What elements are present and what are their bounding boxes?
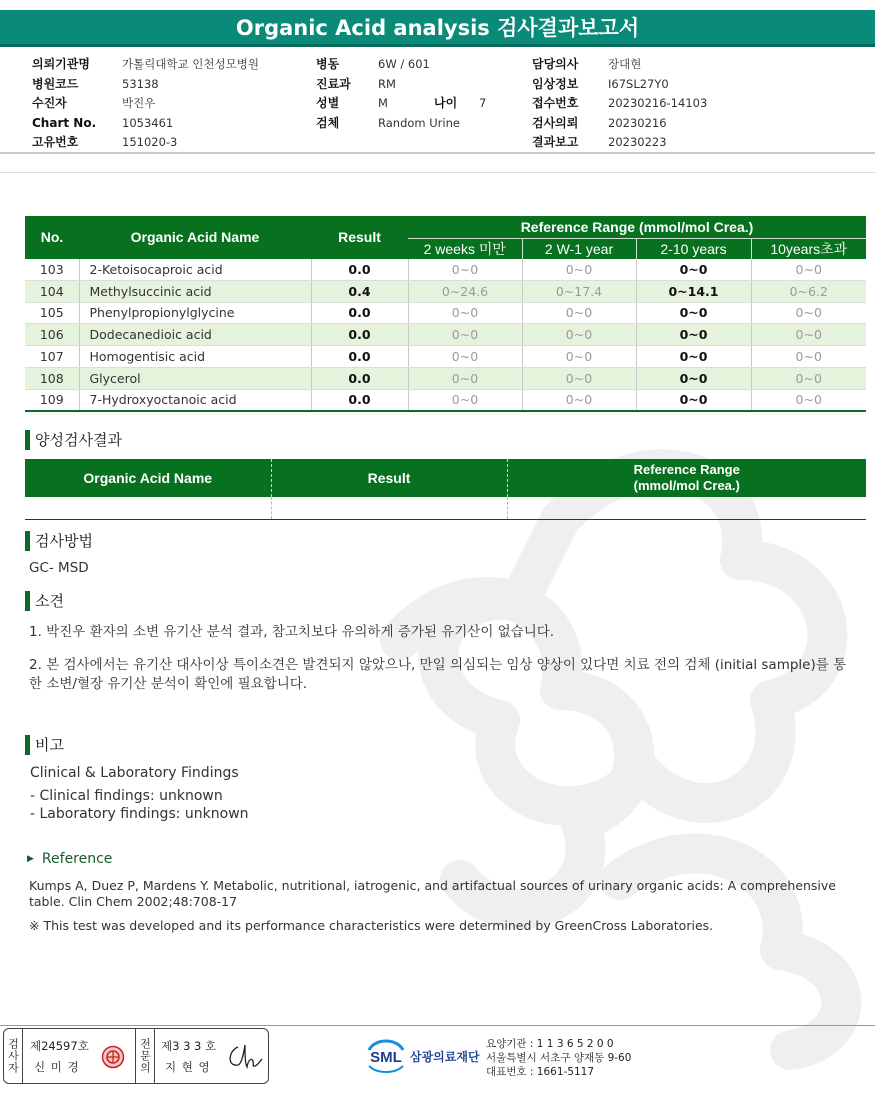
row-range-2: 0~0 [522,324,636,346]
row-range-4: 0~0 [751,302,866,324]
signature-separator [22,1029,23,1083]
row-range-4: 0~0 [751,324,866,346]
signature-separator [154,1029,155,1083]
value-patient: 박진우 [122,96,156,110]
value-chart-no: 1053461 [122,115,174,130]
info-divider-bottom [0,172,875,173]
header-range-2-10y: 2-10 years [636,238,751,259]
signature-box [3,1028,269,1084]
label-hospital-code: 병원코드 [32,76,79,91]
tester-name: 신 미 경 [34,1060,80,1074]
tester-label-text: 검사자 [6,1038,20,1074]
row-range-4: 0~0 [751,389,866,411]
specialist-label [136,1029,154,1083]
remarks-title: 비고 [35,736,64,754]
positive-header-result: Result [271,459,507,497]
remarks-line-1: Clinical & Laboratory Findings [30,765,239,781]
value-ward: 6W / 601 [378,57,430,71]
table-row [25,324,866,346]
row-range-3: 0~0 [636,346,751,368]
header-reference-range: Reference Range (mmol/mol Crea.) [408,216,866,238]
specialist-name: 지 현 영 [165,1060,211,1074]
row-no: 107 [25,346,79,368]
section-marker [25,430,30,450]
method-text: GC- MSD [29,560,89,576]
row-acid-name: Glycerol [79,367,311,389]
lab-logo [365,1036,480,1076]
label-clinical-info: 임상정보 [532,76,579,91]
section-marker [25,735,30,755]
tester-label [4,1029,22,1083]
specialist-license: 제3 3 3 호 [161,1039,217,1053]
row-acid-name: Homogentisic acid [79,346,311,368]
value-sex: M [378,96,388,110]
row-range-1: 0~0 [408,367,522,389]
row-result: 0.0 [311,389,408,411]
row-range-2: 0~0 [522,302,636,324]
row-range-1: 0~24.6 [408,280,522,302]
tester-seal-icon [101,1045,125,1069]
tester-license: 제24597호 [30,1039,89,1053]
label-department: 진료과 [316,76,351,91]
value-unique-no: 151020-3 [122,135,178,149]
section-marker [25,591,30,611]
info-divider-top [0,152,875,154]
row-range-4: 0~0 [751,346,866,368]
lab-info-code: 요양기관 : 1 1 3 6 5 2 0 0 [486,1038,614,1050]
value-specimen: Random Urine [378,115,460,130]
label-specimen: 검체 [316,115,340,130]
value-clinical-info: I67SL27Y0 [608,76,669,91]
specialist-signature-icon [224,1041,264,1073]
lab-info-phone: 대표번호 : 1661-5117 [486,1066,595,1078]
row-no: 104 [25,280,79,302]
header-range-under-2-weeks: 2 weeks 미만 [408,238,522,259]
patient-info-column-1 [32,55,259,153]
table-row [25,346,866,368]
value-report-date: 20230223 [608,135,667,149]
value-physician: 장대현 [608,57,642,71]
specialist-label-text: 전문의 [138,1038,152,1074]
value-hospital-code: 53138 [122,76,159,91]
row-range-4: 0~6.2 [751,280,866,302]
triangle-icon: ▶ [27,854,34,864]
row-range-4: 0~0 [751,367,866,389]
row-range-3: 0~0 [636,367,751,389]
header-range-2w-1y: 2 W-1 year [522,238,636,259]
row-range-1: 0~0 [408,259,522,281]
row-range-3: 0~0 [636,259,751,281]
label-patient: 수진자 [32,96,67,110]
label-ward: 병동 [316,57,340,71]
row-range-3: 0~0 [636,389,751,411]
lab-name: 삼광의료재단 [410,1049,480,1064]
reference-heading [27,851,112,867]
patient-info-column-2 [316,55,486,133]
value-age: 7 [479,96,487,110]
row-no: 109 [25,389,79,411]
positive-results-table [25,459,866,520]
row-result: 0.0 [311,324,408,346]
lab-info [486,1037,631,1079]
method-title: 검사방법 [35,532,93,550]
row-range-4: 0~0 [751,259,866,281]
remarks-line-3: - Laboratory findings: unknown [30,806,249,822]
row-result: 0.0 [311,346,408,368]
row-range-2: 0~0 [522,346,636,368]
remarks-line-2: - Clinical findings: unknown [30,788,223,804]
table-row [25,389,866,411]
sml-logo-icon [365,1036,407,1076]
row-no: 103 [25,259,79,281]
row-range-1: 0~0 [408,302,522,324]
reference-title: Reference [41,851,113,867]
label-chart-no: Chart No. [32,115,97,130]
label-report-date: 결과보고 [532,135,579,149]
positive-header-ref-line1: Reference Range [633,462,740,477]
row-acid-name: 7-Hydroxyoctanoic acid [79,389,311,411]
row-result: 0.0 [311,367,408,389]
label-age: 나이 [434,96,458,110]
value-requesting-institution: 가톨릭대학교 인천성모병원 [122,57,259,71]
row-range-1: 0~0 [408,324,522,346]
row-result: 0.4 [311,280,408,302]
lab-logo-text: SML [370,1049,402,1066]
table-row [25,367,866,389]
table-row [25,302,866,324]
reference-citation: Kumps A, Duez P, Mardens Y. Metabolic, nutritional, iatrogenic, and artifactual sources of urinary organic acids: A comprehensive table. Clin Chem 2002;48:708-17 [29,878,836,909]
row-range-3: 0~0 [636,324,751,346]
findings-paragraph-1: 1. 박진우 환자의 소변 유기산 분석 결과, 참고치보다 유의하게 증가된 유기산이 없습니다. [29,624,555,640]
findings-title: 소견 [35,592,64,610]
method-heading [25,530,93,551]
organic-acid-results-table [25,216,866,412]
row-acid-name: Methylsuccinic acid [79,280,311,302]
row-range-2: 0~0 [522,259,636,281]
value-receipt-no: 20230216-14103 [608,96,708,110]
row-range-3: 0~0 [636,302,751,324]
value-department: RM [378,76,396,91]
findings-heading [25,590,64,611]
label-unique-no: 고유번호 [32,135,79,149]
positive-header-ref-line2: (mmol/mol Crea.) [633,478,740,493]
positive-results-title: 양성검사결과 [35,431,122,449]
row-no: 108 [25,367,79,389]
table-row [25,280,866,302]
findings-paragraph-2: 2. 본 검사에서는 유기산 대사이상 특이소견은 발견되지 않았으나, 만일 의심되는 임상 양상이 있다면 치료 전의 검체 (initial sample)를 통한 소변/혈장 유기산 분석이 확인에 필요합니다. [29,657,847,692]
header-range-over-10y: 10years초과 [751,238,866,259]
row-result: 0.0 [311,302,408,324]
positive-results-heading [25,429,122,450]
row-range-3: 0~14.1 [636,280,751,302]
value-test-request-date: 20230216 [608,115,667,130]
label-sex: 성별 [316,96,340,110]
section-marker [25,531,30,551]
row-acid-name: 2-Ketoisocaproic acid [79,259,311,281]
row-range-2: 0~0 [522,389,636,411]
row-range-2: 0~0 [522,367,636,389]
row-result: 0.0 [311,259,408,281]
header-result: Result [311,216,408,259]
footer-divider [0,1025,875,1026]
patient-info-column-3 [532,55,707,153]
positive-header-reference-range [507,459,866,497]
row-acid-name: Dodecanedioic acid [79,324,311,346]
remarks-heading [25,734,64,755]
label-test-request-date: 검사의뢰 [532,115,579,130]
label-requesting-institution: 의뢰기관명 [32,57,90,71]
header-no: No. [25,216,79,259]
table-row [25,259,866,281]
report-title: Organic Acid analysis 검사결과보고서 [0,10,875,47]
label-physician: 담당의사 [532,57,579,71]
label-receipt-no: 접수번호 [532,96,579,110]
header-acid-name: Organic Acid Name [79,216,311,259]
row-range-2: 0~17.4 [522,280,636,302]
row-no: 106 [25,324,79,346]
positive-header-acid-name: Organic Acid Name [25,459,271,497]
row-range-1: 0~0 [408,346,522,368]
lab-info-address: 서울특별시 서초구 양재동 9-60 [486,1052,632,1064]
row-acid-name: Phenylpropionylglycine [79,302,311,324]
table-row [25,497,866,519]
row-range-1: 0~0 [408,389,522,411]
reference-note: ※ This test was developed and its performance characteristics were determined by GreenCross Laboratories. [29,918,714,933]
row-no: 105 [25,302,79,324]
